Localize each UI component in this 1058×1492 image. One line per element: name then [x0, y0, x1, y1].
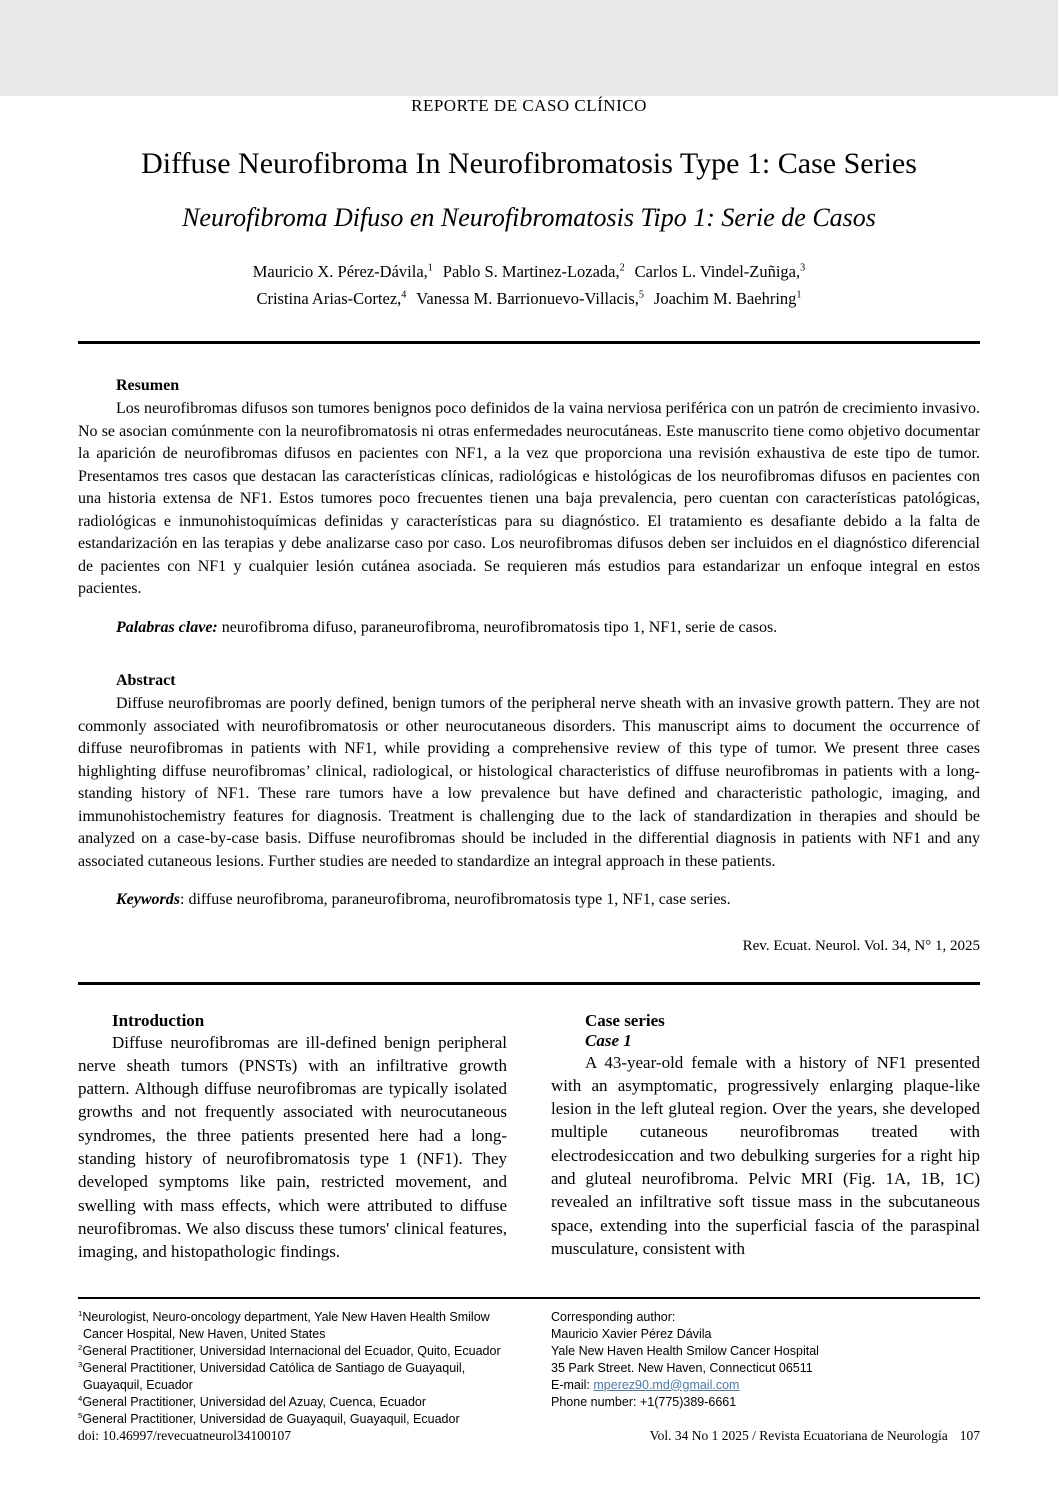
corresponding-author-label: Corresponding author:: [551, 1309, 676, 1324]
author-affiliation-superscript: 3: [800, 262, 806, 274]
keywords-line: [78, 889, 980, 912]
author-name: Mauricio X. Pérez-Dávila,$^1$: [252, 262, 433, 282]
footnotes-divider: [78, 1297, 980, 1299]
paper-page: [0, 96, 1058, 1492]
two-column-body: [78, 1011, 980, 1281]
case-series-heading: Case series: [585, 1010, 665, 1030]
affiliation-item: $^4$General Practitioner, Universidad del Azuay, Cuenca, Ecuador: [78, 1393, 427, 1409]
affiliation-item: $^5$General Practitioner, Universidad de Guayaquil, Guayaquil, Ecuador: [78, 1410, 460, 1426]
author-affiliation-superscript: 5: [638, 289, 645, 301]
author-name: Pablo S. Martinez-Lozada,$^2$: [442, 262, 625, 282]
authors-line-1: [78, 258, 980, 285]
case-series-column: [551, 1011, 980, 1281]
corresponding-author-address: 35 Park Street. New Haven, Connecticut 06511: [551, 1360, 813, 1375]
category-header: REPORTE DE CASO CLÍNICO: [411, 96, 647, 115]
abstract-section: [78, 672, 980, 912]
affiliation-item: $^2$General Practitioner, Universidad Internacional del Ecuador, Quito, Ecuador: [78, 1342, 501, 1358]
palabras-clave-label: Palabras clave:: [116, 618, 218, 636]
author-name: Vanessa M. Barrionuevo-Villacis,$^5$: [416, 289, 645, 309]
author-affiliation-superscript: 1: [796, 289, 802, 301]
page-footer: [78, 1428, 980, 1444]
author-name: Cristina Arias-Cortez,$^4$: [256, 289, 407, 309]
email-label: E-mail:: [551, 1377, 594, 1392]
resumen-heading: Resumen: [116, 377, 180, 395]
resumen-body: Los neurofibromas difusos son tumores benignos poco definidos de la vaina nerviosa periférica con un patrón de crecimiento invasivo. No se asocian comúnmente con la neurofibromatosis ni otras enfermedades neurocutáneas. Este manuscrito tiene como objetivo documentar la aparición de neurofibromas difusos en pacientes con NF1, a la vez que proporciona una revisión exhaustiva de este tipo de tumor. Presentamos tres casos que destacan las características clínicas, radiológicas e histológicas de los neurofibromas difusos en pacientes con una historia extensa de NF1. Estos tumores poco frecuentes tienen una baja prevalencia, pero cuentan con características patológicas, radiológicas e inmunohistoquímicas definidas y características para su diagnóstico. El tratamiento es desafiante debido a la falta de estandarización en las terapias y debe analizarse caso por caso. Los neurofibromas difusos deben ser incluidos en el diagnóstico diferencial de pacientes con NF1 y cualquier lesión cutánea asociada. Se requieren más estudios para estandarizar un enfoque integral en estos pacientes.: [78, 400, 980, 598]
affiliation-item: $^1$Neurologist, Neuro-oncology department, Yale New Haven Health Smilow Cancer Hospital, New Haven, United States: [78, 1308, 490, 1341]
doi-text: doi: 10.46997/revecuatneurol34100107: [78, 1428, 291, 1443]
abstract-body: Diffuse neurofibromas are poorly defined, benign tumors of the peripheral nerve sheath with an invasive growth pattern. They are not commonly associated with neurofibromatosis or other neurocutaneous disorders. This manuscript aims to document the occurrence of diffuse neurofibromas in patients with NF1, while providing a comprehensive review of this type of tumor. We present three cases highlighting diffuse neurofibromas’ clinical, radiological, or histological characteristics of diffuse neurofibromas in patients with a long-standing history of NF1. These rare tumors have a low prevalence but have defined and characteristic pathologic, imaging, and immunohistochemistry features for diagnosis. Treatment is challenging due to the lack of standardization in therapies and should be analyzed on a case-by-case basis. Diffuse neurofibromas should be included in the differential diagnosis in patients with NF1 and any associated cutaneous lesions. Further studies are needed to standardize an integral approach in these patients.: [78, 695, 980, 870]
corresponding-author-org: Yale New Haven Health Smilow Cancer Hospital: [551, 1343, 819, 1358]
author-affiliation-superscript: 1: [427, 262, 433, 274]
article-subtitle: Neurofibroma Difuso en Neurofibromatosis Tipo 1: Serie de Casos: [182, 203, 876, 233]
introduction-body: Diffuse neurofibromas are ill-defined benign peripheral nerve sheath tumors (PNSTs) with an infiltrative growth pattern. Although diffuse neurofibromas are typically isolated growths and not frequently associated with neurocutaneous syndromes, the three patients presented here had a long-standing history of neurofibromatosis type 1 (NF1). They developed symptoms like pain, restricted movement, and swelling with mass effects, which were attributed to diffuse neurofibromas. We also discuss these tumors' clinical features, imaging, and histopathologic findings.: [78, 1032, 507, 1262]
palabras-clave-line: [78, 617, 980, 640]
author-name: Joachim M. Baehring$^1$: [653, 289, 802, 309]
article-title: Diffuse Neurofibroma In Neurofibromatosis Type 1: Case Series: [141, 147, 917, 180]
corresponding-author-phone: Phone number: +1(775)389-6661: [551, 1394, 737, 1409]
body-divider: [78, 982, 980, 985]
affiliations-list: [78, 1309, 507, 1428]
footnotes: [78, 1309, 980, 1428]
authors-line-2: [78, 285, 980, 312]
introduction-heading: Introduction: [112, 1010, 205, 1030]
author-name: Carlos L. Vindel-Zuñiga,$^3$: [634, 262, 806, 282]
case1-body: A 43-year-old female with a history of NF1 presented with an asymptomatic, progressively enlarging plaque-like lesion in the left gluteal region. Over the years, she developed multiple cutaneous neurofibromas treated with electrodesiccation and two debulking surgeries for a right hip and gluteal neurofibroma. Pelvic MRI (Fig. 1A, 1B, 1C) revealed an infiltrative soft tissue mass in the subcutaneous space, extending into the superficial fascia of the paraspinal musculature, consistent with: [551, 1052, 980, 1258]
author-affiliation-superscript: 2: [619, 262, 625, 274]
keywords-text: : diffuse neurofibroma, paraneurofibroma, neurofibromatosis type 1, NF1, case series.: [180, 891, 731, 909]
email-link[interactable]: mperez90.md@gmail.com: [593, 1377, 740, 1392]
abstract-heading: Abstract: [116, 672, 176, 690]
keywords-label: Keywords: [116, 891, 180, 909]
corresponding-author-name: Mauricio Xavier Pérez Dávila: [551, 1326, 712, 1341]
corresponding-author-block: [551, 1309, 980, 1428]
page-number: 107: [959, 1428, 980, 1443]
journal-reference: Rev. Ecuat. Neurol. Vol. 34, N° 1, 2025: [742, 937, 980, 954]
introduction-column: [78, 1011, 507, 1281]
affiliation-item: $^3$General Practitioner, Universidad Católica de Santiago de Guayaquil, Guayaquil, Ecuador: [78, 1359, 466, 1392]
header-divider: [78, 341, 980, 344]
resumen-section: [78, 377, 980, 639]
palabras-clave-text: neurofibroma difuso, paraneurofibroma, neurofibromatosis tipo 1, NF1, serie de casos.: [217, 618, 778, 636]
authors-block: [78, 258, 980, 312]
footer-journal-text: Vol. 34 No 1 2025 / Revista Ecuatoriana de Neurología: [649, 1428, 948, 1443]
corresponding-author-email-line: [551, 1377, 980, 1394]
author-affiliation-superscript: 4: [401, 289, 407, 301]
case1-heading: Case 1: [585, 1030, 632, 1050]
footer-journal-info: [650, 1428, 980, 1444]
